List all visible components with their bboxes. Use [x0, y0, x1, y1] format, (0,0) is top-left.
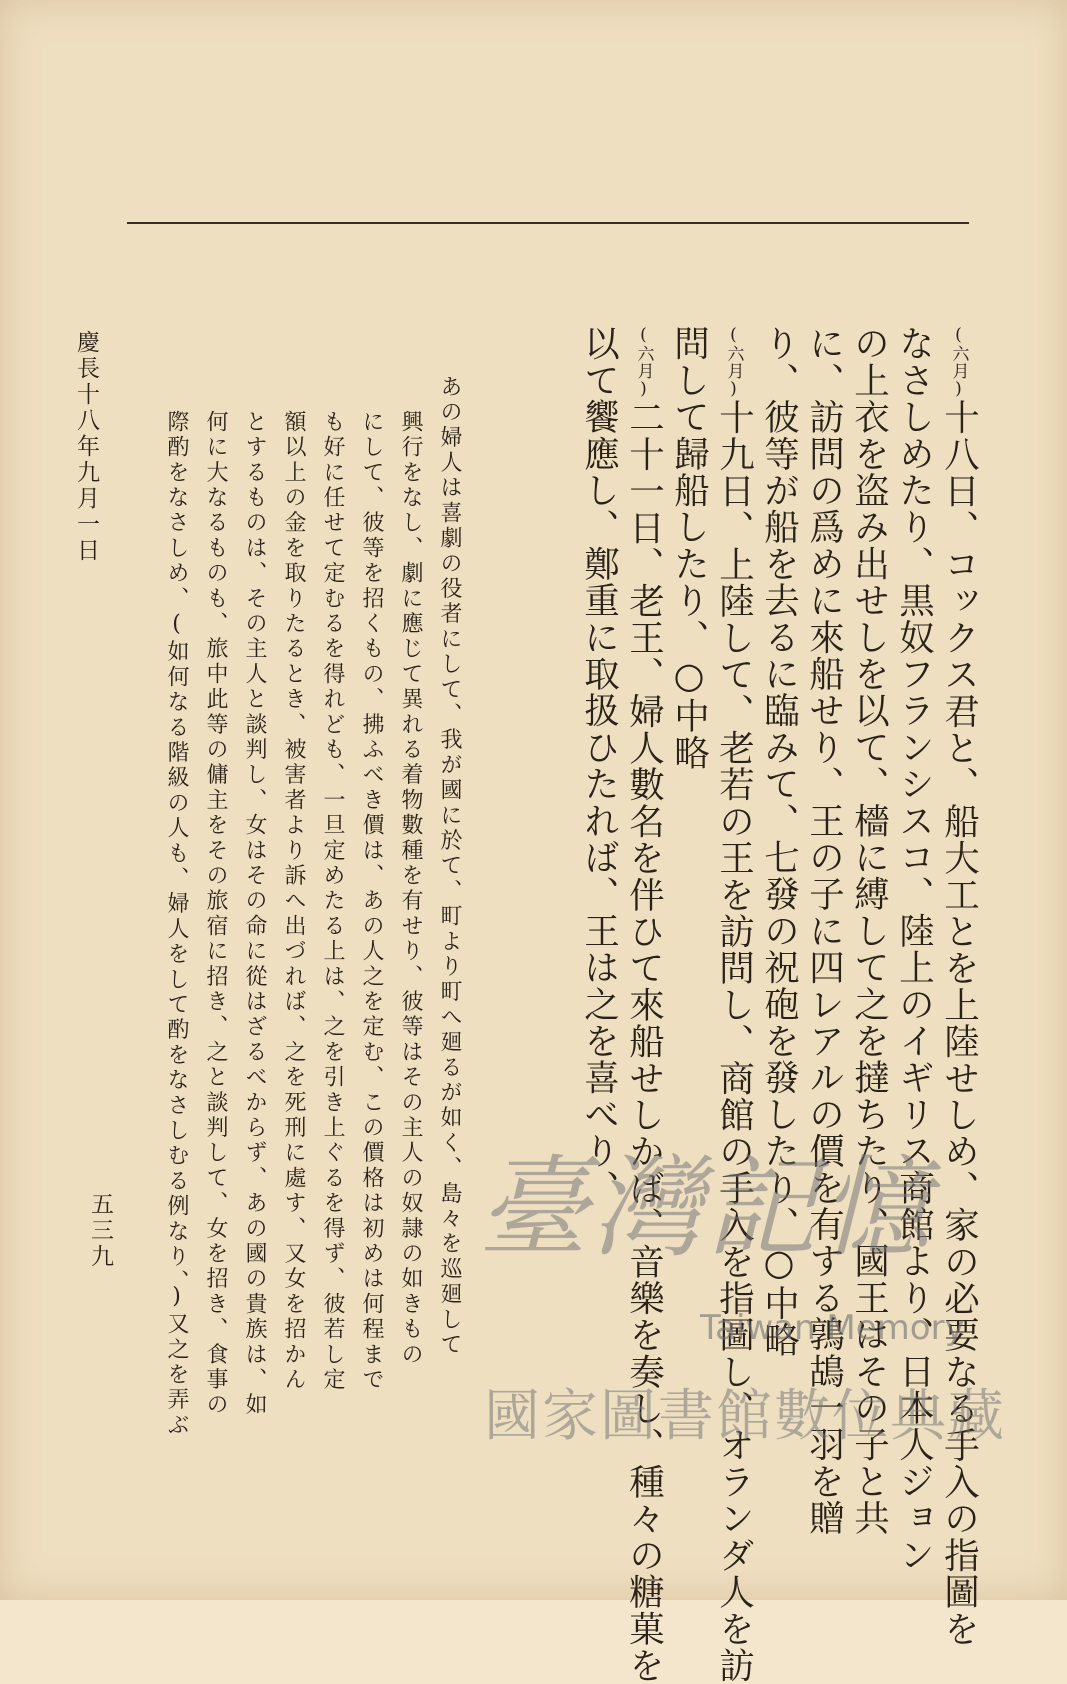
note-text: 際酌をなさしめ、(如何なる階級の人も、婦人をして酌をなさしむる例なり、)又之を弄ぶ: [164, 410, 189, 1439]
note-column-1: [438, 375, 460, 1358]
column-text: 十九日、上陸して、老若の王を訪問し、商館の手入を指圖し、オランダ人を訪: [713, 399, 755, 1684]
column-text: 問して歸船したり、○中略: [668, 325, 710, 771]
month-note: (六月): [723, 325, 744, 399]
column-text: の上衣を盗み出せしを以て、檣に縛して之を撻ちたり、國王はその子と共: [848, 325, 890, 1537]
column-text: なさしめたり、黒奴フランシスコ、陸上のイギリス商館より、日本人ジョン: [893, 325, 935, 1573]
main-text-column-4: [803, 325, 845, 1537]
note-column-4: [321, 410, 343, 1393]
watermark-large: 臺灣記憶: [478, 1144, 934, 1272]
note-text: とするものは、その主人と談判し、女はその命に從はざるべからず、あの國の貴族は、如: [242, 410, 267, 1419]
watermark-english: Taiwan Memory: [700, 1308, 965, 1348]
note-column-8: [165, 410, 187, 1438]
header-rule: [127, 222, 969, 224]
column-text: り、彼等が船を去るに臨みて、七發の祝砲を發したり、○中略: [758, 325, 800, 1359]
month-note: (六月): [948, 325, 969, 399]
note-column-6: [243, 410, 265, 1418]
note-column-3: [360, 410, 382, 1393]
main-text-column-6: [713, 325, 755, 1684]
column-text: 以て饗應し、鄭重に取扱ひたれば、王は之を喜べり、: [578, 325, 620, 1206]
main-text-column-3: [848, 325, 890, 1537]
main-text-column-9: [578, 325, 620, 1206]
note-column-2: [399, 410, 421, 1368]
watermark-library: 國家圖書館數位典藏: [484, 1384, 1006, 1449]
note-text: にして、彼等を招くもの、拂ふべき價は、あの人之を定む、この價格は初めは何程まで: [359, 410, 384, 1393]
column-text: に、訪問の爲めに來船せり、王の子に四レアルの價を有する鶉鴣一羽を贈: [803, 325, 845, 1537]
note-column-7: [204, 410, 226, 1418]
main-text-column-7: [668, 325, 710, 771]
note-text: あの婦人は喜劇の役者にして、我が國に於て、町より町へ廻るが如く、島々を巡廻して: [437, 375, 462, 1358]
column-text: 二十一日、老王、婦人數名を伴ひて來船せしかば、音樂を奏し、種々の糖菓を: [623, 399, 665, 1684]
note-text: 興行をなし、劇に應じて異れる着物數種を有せり、彼等はその主人の奴隷の如きもの: [398, 410, 423, 1368]
main-text-column-8: [623, 325, 665, 1684]
note-text: 額以上の金を取りたるとき、被害者より訴へ出づれば、之を死刑に處す、又女を招かん: [281, 410, 306, 1393]
page-number: 五三九: [87, 1192, 113, 1270]
month-note: (六月): [633, 325, 654, 399]
note-text: 何に大なるものも、旅中此等の傭主をその旅宿に招き、之と談判して、女を招き、食事の: [203, 410, 228, 1419]
page-date: 慶長十八年九月一日: [73, 330, 99, 564]
column-text: 十八日、コックス君と、船大工とを上陸せしめ、家の必要なる手入の指圖を: [938, 399, 980, 1647]
note-column-5: [282, 410, 304, 1393]
note-text: も好に任せて定むるを得れども、一旦定めたる上は、之を引き上ぐるを得ず、彼若し定: [320, 410, 345, 1393]
